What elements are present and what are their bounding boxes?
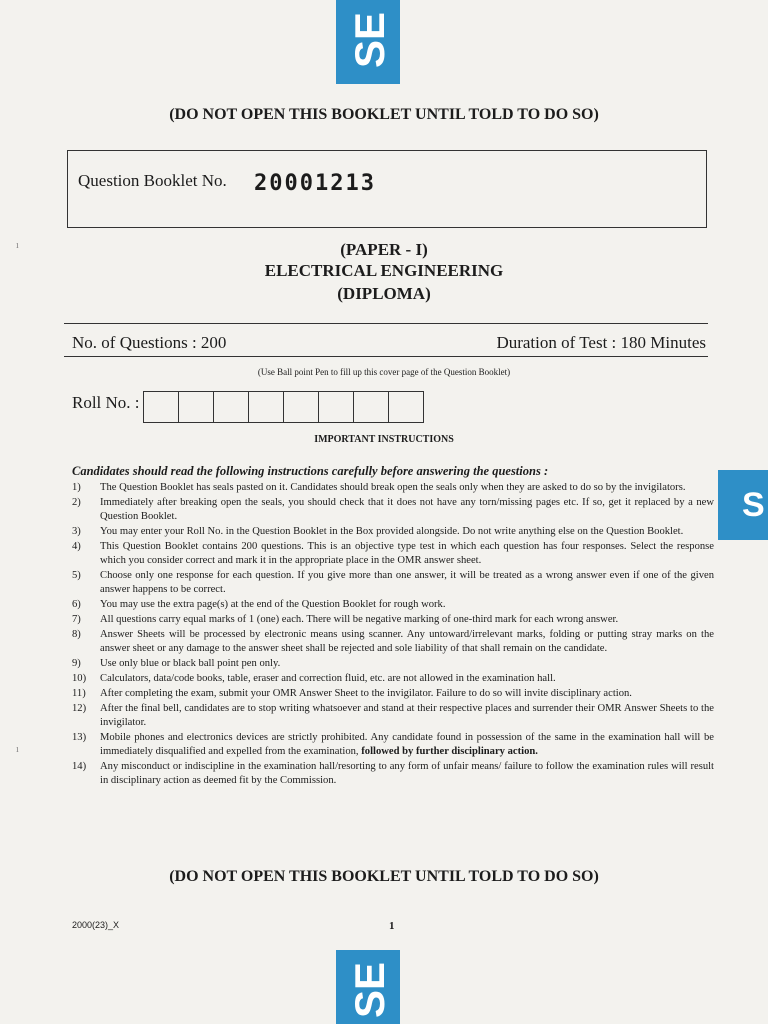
item-text	[100, 731, 714, 758]
item-text-main: Mobile phones and electronics devices are strictly prohibited. Any candidate found in possession of the same in the examination hall will be immediately disqualified and expelled from the examination,	[100, 732, 714, 757]
booklet-label: Question Booklet No.	[78, 171, 227, 190]
instruction-item	[72, 760, 714, 787]
divider	[64, 356, 708, 357]
seal-right-text: S	[742, 486, 765, 524]
roll-digit-box[interactable]	[388, 391, 424, 423]
instruction-item	[72, 687, 714, 701]
divider	[64, 323, 708, 324]
item-number: 4)	[72, 541, 81, 553]
roll-digit-box[interactable]	[248, 391, 284, 423]
pen-note: (Use Ball point Pen to fill up this cover page of the Question Booklet)	[257, 367, 511, 377]
item-text: Immediately after breaking open the seals, you should check that it does not have any torn/missing pages etc. If so, get it replaced by a new Question Booklet.	[100, 497, 714, 522]
roll-digit-box[interactable]	[143, 391, 179, 423]
header-warning: (DO NOT OPEN THIS BOOKLET UNTIL TOLD TO DO SO)	[169, 106, 599, 123]
paper-subject: ELECTRICAL ENGINEERING	[264, 261, 504, 280]
instruction-item	[72, 657, 714, 671]
roll-digit-box[interactable]	[283, 391, 319, 423]
item-text-bold: followed by further disciplinary action.	[361, 745, 538, 757]
seal-top-text: SE	[346, 11, 393, 68]
item-text: All questions carry equal marks of 1 (one) each. There will be negative marking of one-third mark for each wrong answer.	[100, 613, 619, 625]
instruction-item	[72, 481, 714, 495]
item-number: 5)	[72, 569, 81, 581]
item-text: After completing the exam, submit your OMR Answer Sheet to the invigilator. Failure to do so will invite disciplinary action.	[100, 688, 632, 700]
roll-label: Roll No. :	[72, 393, 140, 412]
roll-digit-box[interactable]	[178, 391, 214, 423]
test-duration: Duration of Test : 180 Minutes	[496, 333, 706, 352]
item-number: 14)	[72, 761, 87, 772]
item-text: Choose only one response for each question. If you give more than one answer, it will be treated as a wrong answer even if one of the given answer happens to be correct.	[100, 569, 714, 595]
footer-warning: (DO NOT OPEN THIS BOOKLET UNTIL TOLD TO DO SO)	[169, 868, 599, 885]
instruction-item	[72, 731, 714, 758]
footer-code: 2000(23)_X	[72, 920, 120, 930]
margin-mark: ı	[16, 240, 19, 251]
item-number: 10)	[72, 673, 87, 685]
item-number: 3)	[72, 525, 81, 537]
seal-bottom-text: SE	[346, 961, 393, 1018]
seal-bottom	[336, 950, 400, 1024]
roll-number-boxes[interactable]	[144, 391, 424, 423]
item-text: You may use the extra page(s) at the end of the Question Booklet for rough work.	[100, 598, 446, 610]
item-text: Use only blue or black ball point pen only.	[100, 657, 281, 669]
instruction-list	[72, 481, 714, 789]
instruction-item	[72, 613, 714, 627]
roll-digit-box[interactable]	[213, 391, 249, 423]
instruction-item	[72, 672, 714, 686]
instructions-lead: Candidates should read the following instructions carefully before answering the questions :	[72, 464, 549, 478]
booklet-number-box	[67, 150, 707, 228]
item-number: 1)	[72, 482, 81, 493]
item-number: 13)	[72, 732, 87, 744]
instruction-item	[72, 598, 714, 612]
instruction-item	[72, 569, 714, 596]
margin-mark: ı	[16, 744, 19, 755]
item-text: This Question Booklet contains 200 questions. This is an objective type test in which each question has four responses. Select the response which you consider correct and mark it in the appropriate place in the OMR answer sheet.	[100, 541, 714, 566]
item-text: You may enter your Roll No. in the Question Booklet in the Box provided alongside. Do not write anything else on the Question Booklet.	[100, 525, 684, 537]
item-number: 6)	[72, 598, 81, 610]
item-text: Answer Sheets will be processed by electronic means using scanner. Any untoward/irrelevant marks, folding or putting stray marks on the answer sheet or any damage to the answer sheet shall be rejected and sole liability of that shall remain on the candidate.	[100, 629, 714, 654]
instruction-item	[72, 628, 714, 655]
booklet-number: 20001213	[254, 171, 376, 196]
item-text: Calculators, data/code books, table, eraser and correction fluid, etc. are not allowed in the examination hall.	[100, 673, 556, 685]
seal-top	[336, 0, 400, 84]
item-number: 7)	[72, 613, 81, 625]
roll-digit-box[interactable]	[318, 391, 354, 423]
seal-right	[718, 470, 768, 540]
question-count: No. of Questions : 200	[72, 333, 227, 352]
item-number: 8)	[72, 629, 81, 641]
instruction-item	[72, 496, 714, 523]
paper-number: (PAPER - I)	[340, 240, 428, 259]
item-text: The Question Booklet has seals pasted on it. Candidates should break open the seals only when they are asked to do so by the invigilators.	[100, 482, 686, 493]
instruction-item	[72, 525, 714, 539]
item-number: 9)	[72, 657, 81, 669]
instructions-heading: IMPORTANT INSTRUCTIONS	[314, 434, 454, 445]
item-number: 12)	[72, 703, 87, 715]
page-number: 1	[389, 920, 395, 932]
paper-level: (DIPLOMA)	[337, 284, 431, 303]
item-text: Any misconduct or indiscipline in the examination hall/resorting to any form of unfair means/ failure to follow the examination rules will result in disciplinary action as deemed fit by the Commission.	[100, 761, 714, 786]
instruction-item	[72, 540, 714, 567]
instruction-item	[72, 702, 714, 729]
roll-digit-box[interactable]	[353, 391, 389, 423]
item-text: After the final bell, candidates are to stop writing whatsoever and stand at their respective places and surrender their OMR Answer Sheets to the invigilator.	[100, 703, 714, 729]
item-number: 11)	[72, 688, 86, 700]
item-number: 2)	[72, 497, 81, 509]
